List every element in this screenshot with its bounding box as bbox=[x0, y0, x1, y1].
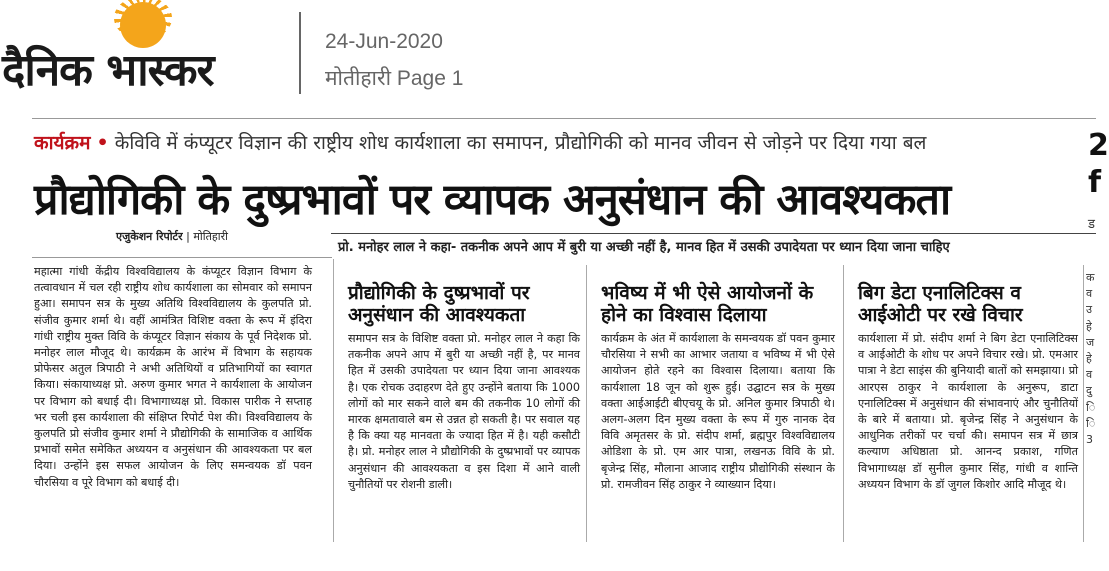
column-divider bbox=[1083, 265, 1084, 542]
masthead-divider bbox=[299, 12, 301, 94]
section-2-title: प्रौद्योगिकी के दुष्प्रभावों पर अनुसंधान की आवश्यकता bbox=[348, 282, 530, 326]
column-divider bbox=[843, 265, 844, 542]
column-divider bbox=[586, 265, 587, 542]
edge-fragment: 2 bbox=[1088, 128, 1109, 163]
section-4-body: कार्यशाला में प्रो. संदीप शर्मा ने बिग डेटा एनालिटिक्स व आईओटी के शोध पर अपने विचार रखे। प्रो. एमआर पात्रा ने डेटा साइंस की बुनियादी बातों को समझाया। प्रो आरएस ठाकुर ने कार्यशाला के अनुरूप, डाटा एनालिटिक्स में अनुसंधान की संभावनाएं और चुनौतियों के बारे में बताया। प्रो. बृजेन्द्र सिंह ने अनुसंधान के आधुनिक तरीकों पर चर्चा की। समापन सत्र में छात्र कल्याण अधिष्ठाता प्रो. आनन्द प्रकाश, गणित विभागाध्यक्ष डॉ सुनील कुमार सिंह, गांधी व शान्ति अध्ययन विभाग के डॉ जुगल किशोर आदि मौजूद थे। bbox=[858, 332, 1078, 491]
kicker-text: केविवि में कंप्यूटर विज्ञान की राष्ट्रीय शोध कार्यशाला का समापन, प्रौद्योगिकी को मानव जीवन से जोड़ने पर दिया गया बल bbox=[114, 132, 927, 154]
byline-rule bbox=[32, 257, 332, 258]
section-3-title: भविष्य में भी ऐसे आयोजनों के होने का विश्वास दिलाया bbox=[601, 282, 814, 326]
pull-quote: प्रो. मनोहर लाल ने कहा- तकनीक अपने आप में बुरी या अच्छी नहीं है, मानव हित में उसकी उपादेयता पर ध्यान दिया जाना चाहिए bbox=[338, 240, 950, 255]
kicker-label: कार्यक्रम bbox=[34, 132, 91, 154]
byline-reporter: एजुकेशन रिपोर्टर bbox=[116, 230, 183, 243]
issue-date: 24-Jun-2020 bbox=[325, 30, 443, 53]
column-divider bbox=[333, 259, 334, 542]
section-2-body: समापन सत्र के विशिष्ट वक्ता प्रो. मनोहर लाल ने कहा कि तकनीक अपने आप में बुरी या अच्छी नहीं है, पर मानव हित में उसकी उपादेयता पर ध्यान दिया जाना आवश्यक है। एक रोचक उदाहरण देते हुए उन्होंने बताया कि 1000 लोगों को मार सकने वाले बम की तकनीक 10 लोगों की मारक क्षमतावाले बम से उन्नत हो सकती है। पर सवाल यह है कि क्या यह मानवता के ज्यादा हित में है। यही कसौटी है। प्रो. मनोहर लाल ने प्रौद्योगिकी के दुष्प्रभावों पर व्यापक अनुसंधान की आवश्यकता व इस दिशा में आने वाली चुनौतियों पर रोशनी डाली। bbox=[348, 332, 580, 491]
edge-fragment: f bbox=[1088, 165, 1102, 200]
article-column-1: महात्मा गांधी केंद्रीय विश्वविद्यालय के कंप्यूटर विज्ञान विभाग के तत्वावधान में चल रही राष्ट्रीय शोध कार्यशाला का सोमवार को समापन हुआ। समापन सत्र के मुख्य अतिथि विश्वविद्यालय के कुलपति प्रो. संजीव कुमार शर्मा थे। वहीं आमंत्रित विशिष्ट वक्ता के रूप में इंदिरा गांधी राष्ट्रीय मुक्त विवि के कंप्यूटर विज्ञान संकाय के पूर्व निदेशक प्रो. मनोहर लाल मौजूद थे। कार्यक्रम के आरंभ में विभाग के सहायक प्रोफेसर अतुल त्रिपाठी ने अभी अतिथियों व प्रतिभागियों का स्वागत किया। संकायाध्यक्ष प्रो. अरुण कुमार भगत ने कार्यशाला के आयोजन पर विभाग को बधाई दी। विभागाध्यक्ष प्रो. विकास पारीक ने सप्ताह भर चली इस कार्यशाला की संक्षिप्त रिपोर्ट पेश की। विश्वविद्यालय के कुलपति प्रो संजीव कुमार शर्मा ने प्रौद्योगिकी के सामाजिक व आर्थिक प्रभावों समेत समेकित अध्ययन व अनुसंधान की आवश्यकता पर बल दिया। उन्होंने इस सफल आयोजन के लिए समन्वयक डॉ पवन चौरसिया व पूरे विभाग को बधाई दी। bbox=[34, 265, 312, 489]
byline-place: मोतिहारी bbox=[193, 230, 228, 243]
newspaper-logo: दैनिक भास्कर bbox=[2, 45, 214, 96]
byline-separator: | bbox=[186, 230, 190, 243]
section-3-body: कार्यक्रम के अंत में कार्यशाला के समन्वयक डॉ पवन कुमार चौरसिया ने सभी का आभार जताया व भविष्य में भी ऐसे आयोजन होते रहने का विश्वास दिलाया। बताया कि कार्यशाला 18 जून को शुरू हुई। उद्घाटन सत्र के मुख्य वक्ता आईआईटी बीएचयू के प्रो. अनिल कुमार त्रिपाठी थे। अलग-अलग दिन मुख्य वक्ता के रूप में गुरु नानक देव विवि अमृतसर के प्रो. संदीप शर्मा, ब्रह्मपुर विश्वविद्यालय ओडिशा के प्रो. एम आर पात्रा, लखनऊ विवि के प्रो. बृजेन्द्र सिंह, मौलाना आजाद राष्ट्रीय प्रौद्योगिकी संस्थान के प्रो. रामजीवन सिंह ठाकुर ने व्याख्यान दिया। bbox=[601, 332, 835, 491]
edition-page: मोतीहारी Page 1 bbox=[325, 67, 464, 90]
edge-fragment: ड bbox=[1088, 217, 1095, 232]
kicker-line bbox=[34, 129, 926, 155]
article-headline: प्रौद्योगिकी के दुष्प्रभावों पर व्यापक अनुसंधान की आवश्यकता bbox=[34, 175, 951, 225]
top-rule bbox=[32, 118, 1096, 119]
section-4-title: बिग डेटा एनालिटिक्स व आईओटी पर रखे विचार bbox=[858, 282, 1023, 326]
byline bbox=[116, 229, 228, 244]
edge-column-fragment: क व उ हे ज हे व दु ि ि 3 bbox=[1086, 271, 1096, 447]
kicker-bullet: • bbox=[96, 132, 109, 154]
